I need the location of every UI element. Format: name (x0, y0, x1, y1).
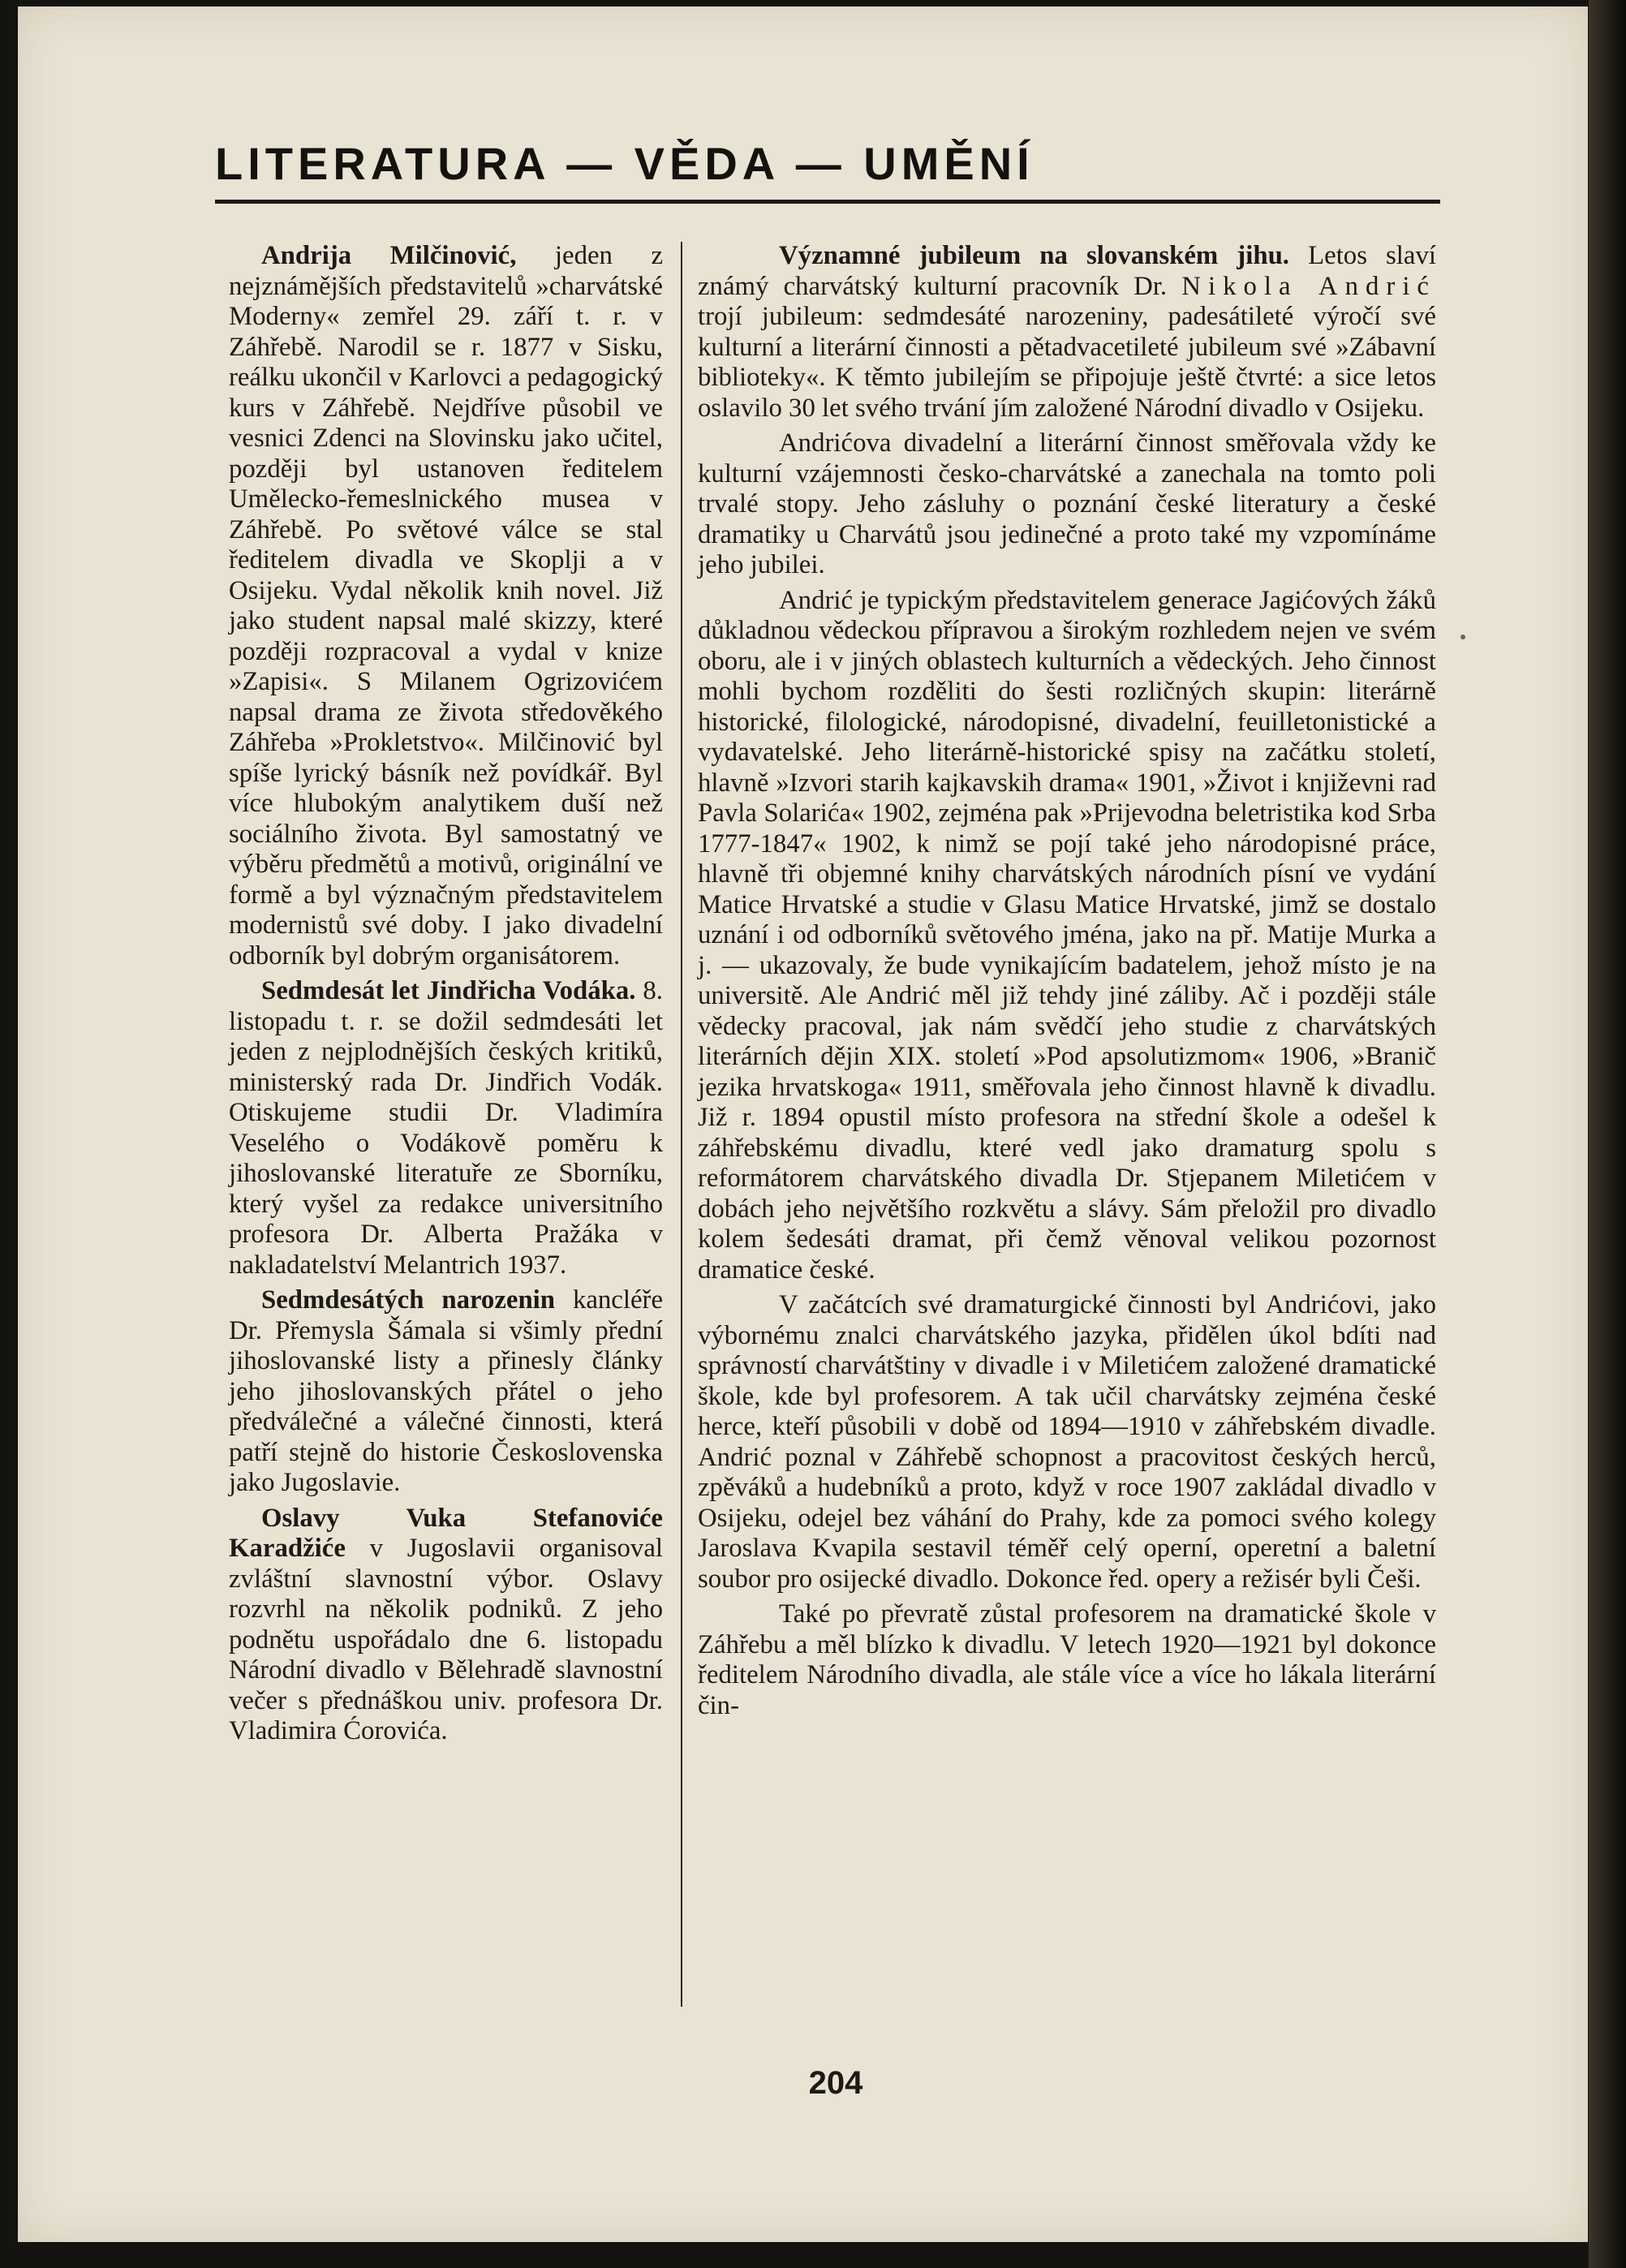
spaced-name: Nikola Andrić (1181, 271, 1436, 301)
page-number: 204 (808, 2065, 863, 2101)
article-heading: Významné jubileum na slovanském jihu. (779, 241, 1290, 270)
right-column (698, 241, 1436, 1726)
item-text: kancléře Dr. Přemysla Šámala si všimly přední jihoslovanské listy a přinesly články jeho jihoslovanských přátel o jeho předválečné a válečné činnosti, která patří stejně do historie Československa jako Jugoslavie. (229, 1285, 663, 1497)
column-divider (681, 242, 682, 2007)
item-text: v Jugoslavii organisoval zvláštní slavnostní výbor. Oslavy rozvrhl na několik podniků. Z jeho podnětu uspořádalo dne 6. listopadu Národní divadlo v Bělehradě slavnostní večer s přednáškou univ. profesora Dr. Vladimira Ćorovića. (229, 1534, 663, 1745)
article-paragraph: V začátcích své dramaturgické činnosti byl Andrićovi, jako výbornému znalci charvátského jazyka, přidělen úkol bdíti nad správností charvátštiny v divadle i v Miletićem založené dramatické škole, kde byl profesorem. A tak učil charvátsky zejména české herce, kteří působili v době od 1894—1910 v záhřebském divadle. Andrić poznal v Záhřebě schopnost a pracovitost českých herců, zpěváků a hudebníků a proto, když v roce 1907 zakládal divadlo v Osijeku, odejel bez váhání do Prahy, kde za pomoci svého kolegy Jaroslava Kvapila sestavil téměř celý operní, operetní a baletní soubor pro osijecké divadlo. Dokonce řed. opery a režisér byli Češi. (698, 1290, 1436, 1594)
section-title: LITERATURA — VĚDA — UMĚNÍ (215, 138, 1035, 189)
item-heading: Andrija Milčinović, (261, 241, 517, 270)
header-rule (215, 200, 1440, 204)
article-paragraph: Andrićova divadelní a literární činnost směřovala vždy ke kulturní vzájemnosti česko-charvátské a zanechala na tomto poli trvalé stopy. Jeho zásluhy o poznání české literatury a české dramatiky u Charvátů jsou jedinečné a proto také my vzpomínáme jeho jubilei. (698, 428, 1436, 579)
item-text: 8. listopadu t. r. se dožil sedmdesáti let jeden z nejplodnějších českých kritiků, ministerský rada Dr. Jindřich Vodák. Otiskujeme studii Dr. Vladimíra Veselého o Vodákově poměru k jihoslovanské literatuře ze Sborníku, který vyšel za redakce universitního profesora Dr. Alberta Pražáka v nakladatelství Melantrich 1937. (229, 976, 663, 1280)
news-item (229, 1504, 663, 1747)
news-item (229, 241, 663, 971)
news-item (229, 976, 663, 1280)
intro-text-b: trojí jubileum: sedmdesáté narozeniny, padesátileté výročí své kulturní a literární činnosti a pětadvacetileté jubileum své »Zábavní biblioteky«. K těmto jubilejím se připojuje ještě čtvrté: a sice letos oslavilo 30 let svého trvání jím založené Národní divadlo v Osijeku. (698, 302, 1436, 423)
item-text: jeden z nejznámějších představitelů »charvátské Moderny« zemřel 29. září t. r. v Záhřebě. Narodil se r. 1877 v Sisku, reálku ukončil v Karlovci a pedagogický kurs v Záhřebě. Nejdříve působil ve vesnici Zdenci na Slovinsku jako učitel, později byl ustanoven ředitelem Umělecko-řemeslnického musea v Záhřebě. Po světové válce se stal ředitelem divadla ve Skoplji a v Osijeku. Vydal několik knih novel. Již jako student napsal malé skizzy, které později rozpracoval a vydal v knize »Zapisi«. S Milanem Ogrizovićem napsal drama ze života středověkého Záhřeba »Prokletstvo«. Milčinović byl spíše lyrický básník než povídkář. Byl více hlubokým analytikem duší než sociálního života. Byl samostatný ve výběru předmětů a motivů, originální ve formě a byl význačným představitelem modernistů své doby. I jako divadelní odborník byl dobrým organisátorem. (229, 241, 664, 970)
item-heading: Sedmdesátých narozenin (261, 1285, 556, 1315)
intro-text-a: Letos slaví známý charvátský kulturní pracovník Dr. (698, 241, 1436, 301)
article-intro (698, 241, 1436, 424)
section-header (215, 138, 1440, 204)
news-item (229, 1285, 663, 1499)
left-column (229, 241, 663, 1752)
book-spine-edge (1589, 0, 1626, 2268)
article-paragraph: Andrić je typickým představitelem generace Jagićových žáků důkladnou vědeckou přípravou a širokým rozhledem nejen ve svém oboru, ale i v jiných oblastech kulturních a vědeckých. Jeho činnost mohli bychom rozděliti do šesti rozličných skupin: literárně historické, filologické, národopisné, divadelní, feuilletonistické a vydavatelské. Jeho literárně-historické spisy na začátku století, hlavně »Izvori starih kajkavskih drama« 1901, »Život i književni rad Pavla Solarića« 1902, zejména pak »Prijevodna beletristika kod Srba 1777-1847« 1902, k nimž se pojí také jeho národopisné práce, hlavně tři objemné knihy charvátských národních písní ve vydání Matice Hrvatské a studie v Glasu Matice Hrvatské, jimž se dostalo uznání i od odborníků světového jména, jako na př. Matije Murka a j. — ukazovaly, že bude vynikajícím badatelem, jehož místo je na universitě. Ale Andrić měl již tehdy jiné záliby. Ač i později stále vědecky pracoval, jak nám svědčí jeho studie z charvátských literárních dějin XIX. století »Pod apsolutizmom« 1906, »Branič jezika hrvatskoga« 1911, směřovala jeho činnost hlavně k divadlu. Již r. 1894 opustil místo profesora na střední škole a odešel k záhřebskému divadlu, které vedl jako dramaturg spolu s reformátorem charvátského divadla Dr. Stjepanem Miletićem v dobách jeho největšího rozkvětu a slávy. Sám přeložil pro divadlo kolem šedesáti dramat, při čemž věnoval velikou pozornost dramatice české. (698, 585, 1436, 1285)
ink-speck (1460, 635, 1465, 639)
article-paragraph: Také po převratě zůstal profesorem na dramatické škole v Záhřebu a měl blízko k divadlu. V letech 1920—1921 byl dokonce ředitelem Národního divadla, ale stále více a více ho lákala literární čin- (698, 1599, 1436, 1720)
item-heading: Oslavy Vuka Stefanoviće Karadžiće (229, 1503, 663, 1563)
item-heading: Sedmdesát let Jindřicha Vodáka. (261, 976, 636, 1005)
